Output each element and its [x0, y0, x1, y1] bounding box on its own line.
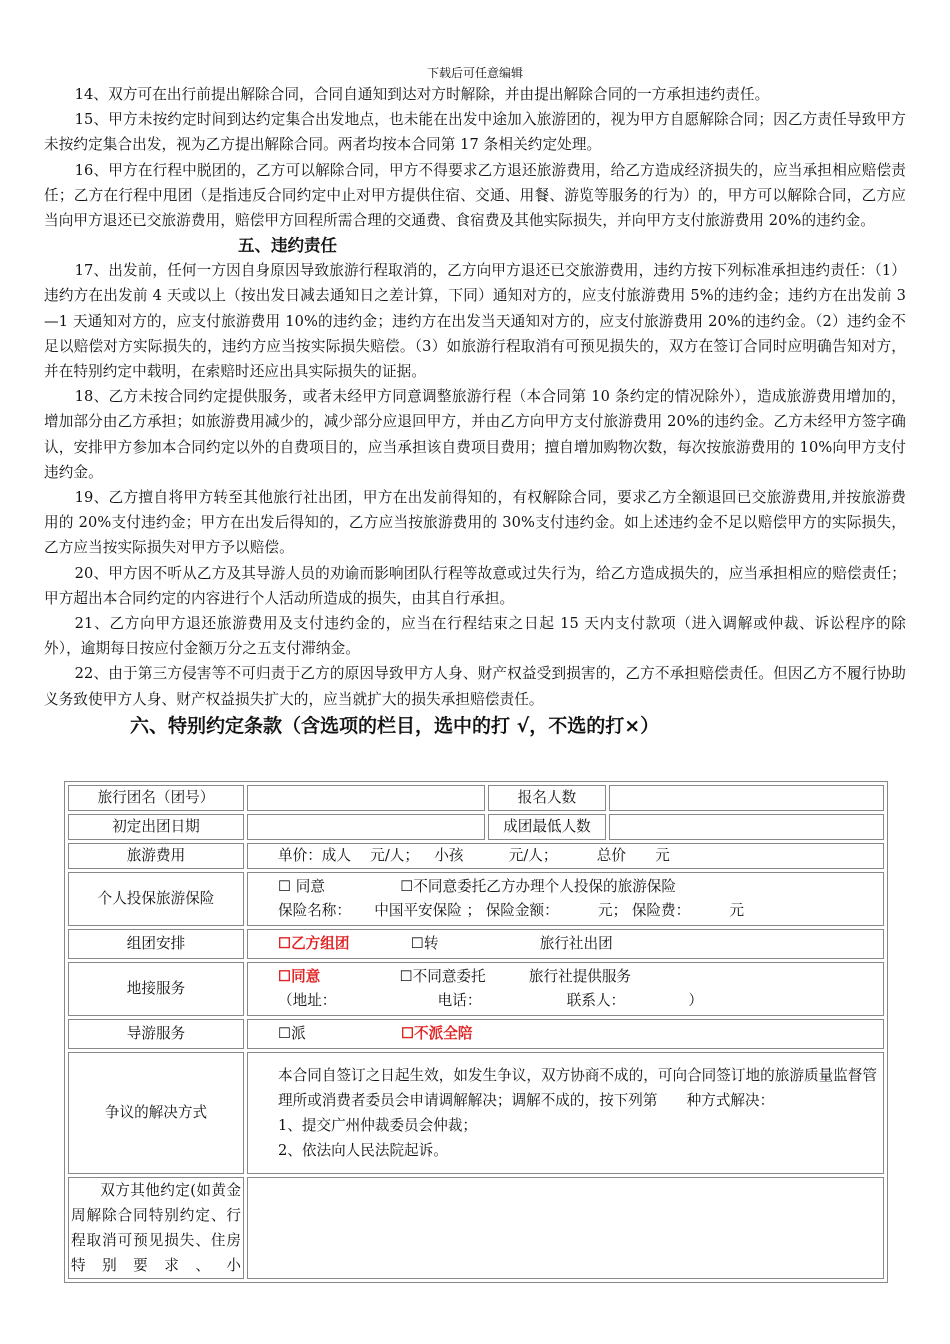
dispute-option-2: 2、依法向人民法院起诉。	[278, 1142, 448, 1159]
signup-count-field[interactable]	[609, 785, 884, 811]
dispute-option-1: 1、提交广州仲裁委员会仲裁；	[278, 1117, 478, 1134]
fee-total: 总价	[596, 847, 626, 864]
fee-child: 小孩	[434, 847, 464, 864]
clause-19: 19、乙方擅自将甲方转至其他旅行社出团，甲方在出发前得知的，有权解除合同，要求乙方全额退回已交旅游费用,并按旅游费用的 20%支付违约金；甲方在出发后得知的，乙方应当按旅游费用的 30%支付违约金。如上述违约金不足以赔偿甲方的实际损失，乙方应当按实际损失对甲方予以赔偿。	[44, 489, 906, 557]
fee-unit-price: 单价：成人	[278, 847, 351, 864]
ground-service-disagree-checkbox[interactable]: ☐不同意委托	[399, 968, 486, 985]
contract-page	[44, 0, 906, 738]
clause-16: 16、甲方在行程中脱团的，乙方可以解除合同，甲方不得要求乙方退还旅游费用，给乙方造成经济损失的，应当承担相应赔偿责任；乙方在行程中甩团（是指违反合同约定中止对甲方提供住宿、交通、用餐、游览等服务的行为）的，甲方可以解除合同，乙方应当向甲方退还已交旅游费用，赔偿甲方回程所需合理的交通费、食宿费及其他实际损失，并向甲方支付旅游费用 20%的违约金。	[44, 161, 906, 230]
header-note: 下载后可任意编辑	[426, 66, 523, 80]
departure-date-field[interactable]	[247, 814, 485, 840]
fee-child-unit: 元/人；	[508, 847, 558, 864]
insurance-label: 个人投保旅游保险	[68, 872, 244, 926]
special-terms-table	[64, 781, 888, 1283]
insurance-name-value: 中国平安保险 ；	[374, 902, 482, 919]
ground-service-tail: 旅行社提供服务	[528, 968, 632, 985]
insurance-field	[247, 872, 884, 926]
clause-15: 15、甲方未按约定时间到达约定集合出发地点，也未能在出发中途加入旅游团的，视为甲方自愿解除合同；因乙方责任导致甲方未按约定集合出发，视为乙方提出解除合同。两者均按本合同第 17 条相关约定处理。	[44, 111, 906, 154]
section-5-title: 五、违约责任	[238, 236, 337, 256]
group-name-label: 旅行团名（团号）	[68, 785, 244, 811]
guide-no-escort-checkbox[interactable]: ☐不派全陪	[400, 1025, 473, 1042]
signup-count-label: 报名人数	[488, 785, 606, 811]
departure-date-label: 初定出团日期	[68, 814, 244, 840]
ground-service-label: 地接服务	[68, 962, 244, 1016]
group-arrange-transfer-checkbox[interactable]: ☐转	[410, 935, 439, 952]
insurance-amount-unit: 元；	[597, 902, 628, 919]
ground-service-field	[247, 962, 884, 1016]
dispute-label: 争议的解决方式	[68, 1052, 244, 1174]
other-terms-field[interactable]	[247, 1177, 884, 1279]
insurance-name-label: 保险名称：	[278, 902, 351, 919]
insurance-fee-label: 保险费：	[631, 902, 691, 919]
ground-address-label: （地址：	[278, 992, 337, 1009]
clause-20: 20、甲方因不听从乙方及其导游人员的劝谕而影响团队行程等故意或过失行为，给乙方造成损失的，应当承担相应的赔偿责任；甲方超出本合同约定的内容进行个人活动所造成的损失，由其自行承担。	[44, 564, 906, 607]
insurance-agree-checkbox[interactable]: ☐ 同意	[278, 878, 325, 895]
other-terms-label-cell	[68, 1177, 244, 1279]
group-arrange-label: 组团安排	[68, 929, 244, 959]
guide-send-checkbox[interactable]: ☐派	[278, 1025, 306, 1042]
fee-adult-unit: 元/人；	[370, 847, 419, 864]
ground-contact-label: 联系人：	[566, 992, 626, 1009]
dispute-text: 本合同自签订之日起生效，如发生争议，双方协商不成的，可向合同签订地的旅游质量监督管理所或消费者委员会申请调解解决；调解不成的，按下列第 种方式解决：	[278, 1067, 877, 1109]
group-name-field[interactable]	[247, 785, 485, 811]
group-arrange-tail: 旅行社出团	[539, 935, 613, 952]
ground-close: ）	[688, 992, 704, 1009]
fee-total-unit: 元	[655, 847, 670, 864]
insurance-disagree-checkbox[interactable]: ☐不同意委托乙方办理个人投保的旅游保险	[400, 878, 676, 895]
insurance-fee-unit: 元	[729, 902, 745, 919]
group-arrange-self-checkbox[interactable]: ☐乙方组团	[278, 935, 350, 952]
dispute-field	[247, 1052, 884, 1174]
min-group-field[interactable]	[609, 814, 884, 840]
clause-14: 14、双方可在出行前提出解除合同，合同自通知到达对方时解除，并由提出解除合同的一方承担违约责任。	[74, 86, 770, 103]
clause-21: 21、乙方向甲方退还旅游费用及支付违约金的，应当在行程结束之日起 15 天内支付款项（进入调解或仲裁、诉讼程序的除外），逾期每日按应付金额万分之五支付滞纳金。	[44, 615, 906, 658]
ground-phone-label: 电话：	[437, 992, 482, 1009]
clause-17: 17、出发前，任何一方因自身原因导致旅游行程取消的，乙方向甲方退还已交旅游费用，违约方按下列标准承担违约责任：（1）违约方在出发前 4 天或以上（按出发日减去通知日之差计算，下同）通知对方的，应支付旅游费用 5%的违约金；违约方在出发前 3—1 天通知对方的，应支付旅游费用 10%的违约金；违约方在出发当天通知对方的，应支付旅游费用 20%的违约金。（2）违约金不足以赔偿对方实际损失的，违约方应当按实际损失赔偿。（3）如旅游行程取消有可预见损失的，双方在签订合同时应明确告知对方，并在特别约定中载明，在索赔时还应出具实际损失的证据。	[44, 262, 906, 381]
fee-label: 旅游费用	[68, 843, 244, 869]
guide-label: 导游服务	[68, 1019, 244, 1049]
min-group-label: 成团最低人数	[488, 814, 606, 840]
group-arrange-field	[247, 929, 884, 959]
fee-field[interactable]	[247, 843, 884, 869]
insurance-amount-label: 保险金额：	[485, 902, 559, 919]
guide-field	[247, 1019, 884, 1049]
section-6-title: 六、特别约定条款（含选项的栏目，选中的打 √，不选的打×）	[130, 714, 660, 737]
clause-22: 22、由于第三方侵害等不可归责于乙方的原因导致甲方人身、财产权益受到损害的，乙方不承担赔偿责任。但因乙方不履行协助义务致使甲方人身、财产权益损失扩大的，应当就扩大的损失承担赔偿责任。	[44, 665, 906, 708]
other-terms-label: 双方其他约定(如黄金周解除合同特别约定、行程取消可预见损失、住房特别要求、小	[71, 1182, 241, 1274]
clause-18: 18、乙方未按合同约定提供服务，或者未经甲方同意调整旅游行程（本合同第 10 条约定的情况除外），造成旅游费用增加的，增加部分由乙方承担；如旅游费用减少的，减少部分应退回甲方，并由乙方向甲方支付旅游费用 20%的违约金。乙方未经甲方签字确认，安排甲方参加本合同约定以外的自费项目的，应当承担该自费项目费用；擅自增加购物次数，每次按旅游费用的 10%向甲方支付违约金。	[44, 388, 906, 481]
ground-service-agree-checkbox[interactable]: ☐同意	[278, 968, 321, 985]
